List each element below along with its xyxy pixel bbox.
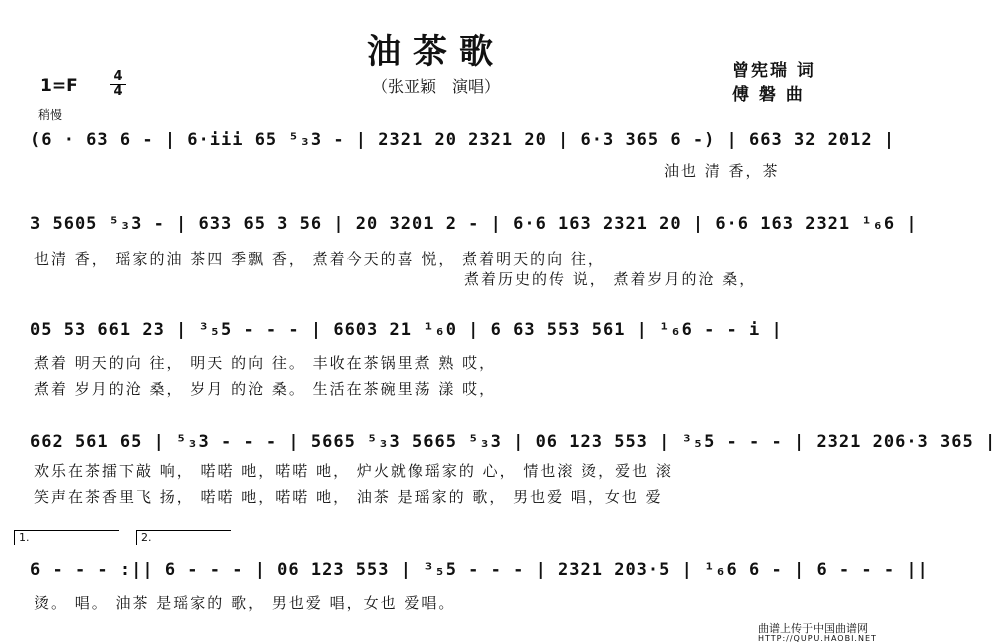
tempo-marking: 稍慢 bbox=[38, 108, 63, 122]
system-2-lyrics-1: 也清 香， 瑶家的油 茶四 季飘 香， 煮着今天的喜 悦， 煮着明天的向 往， bbox=[34, 250, 605, 268]
watermark-site-name: 曲谱上传于中国曲谱网 bbox=[758, 622, 868, 635]
volta-first-ending: 1. bbox=[14, 530, 119, 545]
system-4-lyrics-2: 笑声在茶香里飞 扬， 喏喏 吔，喏喏 吔， 油茶 是瑶家的 歌， 男也爱 唱，女也 爱 bbox=[34, 488, 663, 506]
volta-second-ending: 2. bbox=[136, 530, 231, 545]
time-signature-top: 4 bbox=[110, 70, 126, 85]
system-5-lyrics-1: 烫。 唱。 油茶 是瑶家的 歌， 男也爱 唱，女也 爱唱。 bbox=[34, 594, 456, 612]
time-signature-bottom: 4 bbox=[113, 84, 123, 99]
system-3-notes: 05 53 661 23 | ³₅5 - - - | 6603 21 ¹₆0 | 6 63 553 561 | ¹₆6 - - i | bbox=[30, 320, 783, 340]
watermark-url: HTTP://QUPU.HAOBI.NET bbox=[758, 634, 877, 643]
composer-credit: 傅 磐 曲 bbox=[732, 85, 805, 105]
system-1-notes: (6 · 63 6 - | 6·iii 65 ⁵₃3 - | 2321 20 2321 20 | 6·3 365 6 -) | 663 32 2012 | bbox=[30, 130, 896, 150]
system-2-notes: 3 5605 ⁵₃3 - | 633 65 3 56 | 20 3201 2 - | 6·6 163 2321 20 | 6·6 163 2321 ¹₆6 | bbox=[30, 214, 918, 234]
system-2-lyrics-2: 煮着历史的传 说， 煮着岁月的沧 桑， bbox=[464, 270, 757, 288]
song-subtitle: （张亚颖 演唱） bbox=[371, 77, 500, 96]
song-title: 油茶歌 bbox=[367, 32, 505, 72]
system-5-notes: 6 - - - :|| 6 - - - | 06 123 553 | ³₅5 - - - | 2321 203·5 | ¹₆6 6 - | 6 - - - || bbox=[30, 560, 929, 580]
system-4-lyrics-1: 欢乐在茶擂下敲 响， 喏喏 吔，喏喏 吔， 炉火就像瑶家的 心， 情也滚 烫，爱也 滚 bbox=[34, 462, 673, 480]
system-3-lyrics-2: 煮着 岁月的沧 桑， 岁月 的沧 桑。 生活在茶碗里荡 漾 哎， bbox=[34, 380, 497, 398]
system-3-lyrics-1: 煮着 明天的向 往， 明天 的向 往。 丰收在茶锅里煮 熟 哎， bbox=[34, 354, 497, 372]
time-signature bbox=[110, 70, 126, 99]
system-4-notes: 662 561 65 | ⁵₃3 - - - | 5665 ⁵₃3 5665 ⁵₃3 | 06 123 553 | ³₅5 - - - | 2321 206·3 365 | bbox=[30, 432, 996, 452]
key-signature: 1=F bbox=[40, 76, 78, 96]
lyricist-credit: 曾宪瑞 词 bbox=[732, 61, 816, 81]
system-1-lyrics-1: 油也 清 香，茶 bbox=[664, 162, 780, 180]
